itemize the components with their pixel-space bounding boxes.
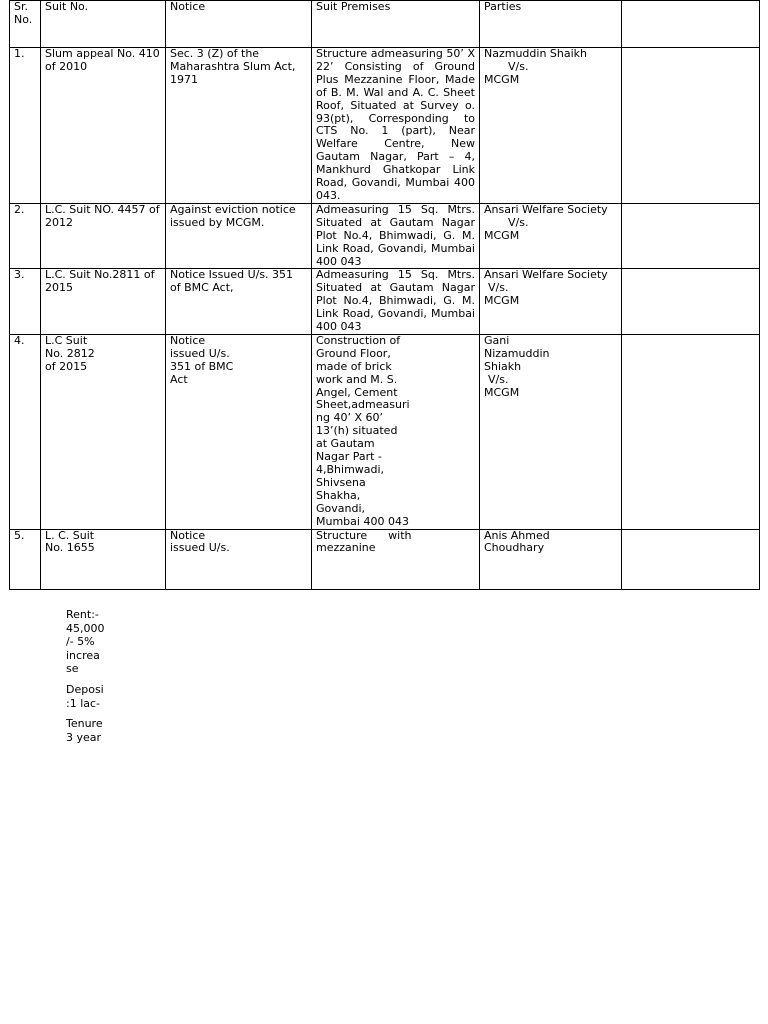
row-5-suit-line: No. 1655 [45, 541, 95, 555]
row-2-suit-premises: Admeasuring 15 Sq. Mtrs. Situated at Gautam Nagar Plot No.4, Bhimwadi, G. M. Link Road, Govandi, Mumbai 400 043 [312, 203, 480, 269]
row-4-premises-line: 4,Bhimwadi, [316, 463, 385, 476]
row-5-suit-premises [312, 529, 480, 589]
row-4-notice [166, 334, 312, 529]
row-5-suit-no [41, 529, 166, 589]
header-notice: Notice [166, 1, 312, 48]
row-4-suit-line: L.C Suit [45, 333, 88, 347]
row-1-extra [622, 48, 760, 204]
row-2-sr: 2. [10, 203, 41, 269]
row-3-party-b: MCGM [484, 294, 520, 308]
row-3-versus: V/s. [488, 281, 509, 295]
row-4-premises-line: Angel, Cement [316, 385, 398, 399]
row-4-suit-premises [312, 334, 480, 529]
row-4-suit-no [41, 334, 166, 529]
deposit-line: :1 lac- [66, 696, 101, 710]
row-1-party-b: MCGM [484, 72, 520, 86]
header-suit-premises: Suit Premises [312, 1, 480, 48]
row-5-extra [622, 529, 760, 589]
table-row [10, 48, 760, 204]
row-4-notice-line: issued U/s. [170, 346, 230, 360]
row-4-premises-line: Construction of [316, 333, 401, 347]
rent-line: Rent:- [66, 608, 99, 621]
row-5-notice [166, 529, 312, 589]
header-parties: Parties [480, 1, 622, 48]
row-5-premises-line: Structure with [316, 528, 412, 542]
table-row [10, 529, 760, 589]
row-4-premises-line: Nagar Part - [316, 450, 382, 464]
row-4-party-line: Gani [484, 333, 510, 347]
suits-table [9, 0, 760, 590]
row-3-party-a: Ansari Welfare Society [484, 268, 608, 282]
rent-note [66, 608, 110, 676]
deposit-note [66, 683, 110, 710]
row-4-party-line: Shiakh [484, 359, 522, 373]
row-4-premises-line: at Gautam [316, 437, 375, 451]
row-2-party-b: MCGM [484, 228, 520, 242]
row-4-premises-line: Ground Floor, [316, 346, 391, 360]
row-4-notice-line: Notice [170, 333, 206, 347]
row-1-versus: V/s. [508, 59, 529, 73]
header-sr-no: Sr. No. [10, 1, 41, 48]
row-4-party-line: MCGM [484, 385, 520, 399]
rent-line: increa [66, 648, 100, 662]
row-3-extra [622, 269, 760, 335]
row-5-sr: 5. [10, 529, 41, 589]
row-4-premises-line: work and M. S. [316, 372, 398, 386]
row-4-suit-line: of 2015 [45, 359, 88, 373]
row-4-premises-line: Mumbai 400 043 [316, 514, 409, 528]
row-5-notice-line: Notice [170, 528, 206, 542]
row-4-premises-line: 13’(h) situated [316, 424, 398, 438]
row-2-parties [480, 203, 622, 269]
row-4-notice-line: 351 of BMC [170, 359, 234, 373]
table-row [10, 269, 760, 335]
row-4-party-line: Nizamuddin [484, 346, 550, 360]
row-5-party-line: Anis Ahmed [484, 528, 550, 542]
rent-line: /- 5% [66, 635, 95, 649]
row-2-party-a: Ansari Welfare Society [484, 202, 608, 216]
lease-terms-note [66, 608, 110, 751]
row-1-party-a: Nazmuddin Shaikh [484, 47, 588, 60]
row-4-premises-line: Shivsena [316, 475, 366, 489]
row-3-parties [480, 269, 622, 335]
row-5-notice-line: issued U/s. [170, 541, 230, 555]
row-4-premises-line: ng 40’ X 60’ [316, 411, 383, 425]
row-2-extra [622, 203, 760, 269]
header-extra [622, 1, 760, 48]
row-4-premises-line: Shakha, [316, 488, 361, 502]
header-suit-no: Suit No. [41, 1, 166, 48]
tenure-note [66, 717, 110, 744]
row-4-parties [480, 334, 622, 529]
rent-line: 45,000 [66, 621, 105, 635]
table-row [10, 203, 760, 269]
row-5-suit-line: L. C. Suit [45, 528, 95, 542]
row-3-suit-no: L.C. Suit No.2811 of 2015 [41, 269, 166, 335]
row-4-versus: V/s. [488, 372, 509, 386]
row-3-sr: 3. [10, 269, 41, 335]
row-4-sr: 4. [10, 334, 41, 529]
row-2-suit-no: L.C. Suit NO. 4457 of 2012 [41, 203, 166, 269]
row-4-notice-line: Act [170, 372, 188, 386]
row-1-suit-premises: Structure admeasuring 50’ X 22’ Consisting of Ground Plus Mezzanine Floor, Made of B. M. Wal and A. C. Sheet Roof, Situated at Survey o. 93(pt), Corresponding to CTS No. 1 (part), Near Welfare Centre, New Gautam Nagar, Part – 4, Mankhurd Ghatkopar Link Road, Govandi, Mumbai 400 043. [312, 48, 480, 204]
row-1-sr: 1. [10, 48, 41, 204]
row-5-premises-line: mezzanine [316, 541, 376, 555]
deposit-line: Deposi [66, 682, 104, 696]
row-4-premises-line: Govandi, [316, 501, 366, 515]
row-3-suit-premises: Admeasuring 15 Sq. Mtrs. Situated at Gautam Nagar Plot No.4, Bhimwadi, G. M. Link Road, Govandi, Mumbai 400 043 [312, 269, 480, 335]
row-3-notice: Notice Issued U/s. 351 of BMC Act, [166, 269, 312, 335]
row-2-notice: Against eviction notice issued by MCGM. [166, 203, 312, 269]
row-4-suit-line: No. 2812 [45, 346, 95, 360]
table-row [10, 334, 760, 529]
tenure-line: 3 year [66, 730, 102, 744]
row-2-versus: V/s. [508, 215, 529, 229]
row-4-premises-line: Sheet,admeasuri [316, 398, 410, 412]
table-header-row [10, 1, 760, 48]
row-1-suit-no: Slum appeal No. 410 of 2010 [41, 48, 166, 204]
row-1-notice: Sec. 3 (Z) of the Maharashtra Slum Act, 1971 [166, 48, 312, 204]
row-4-extra [622, 334, 760, 529]
tenure-line: Tenure [66, 717, 103, 731]
row-1-parties [480, 48, 622, 204]
row-4-premises-line: made of brick [316, 359, 392, 373]
row-5-parties [480, 529, 622, 589]
rent-line: se [66, 662, 79, 676]
row-5-party-line: Choudhary [484, 541, 545, 555]
